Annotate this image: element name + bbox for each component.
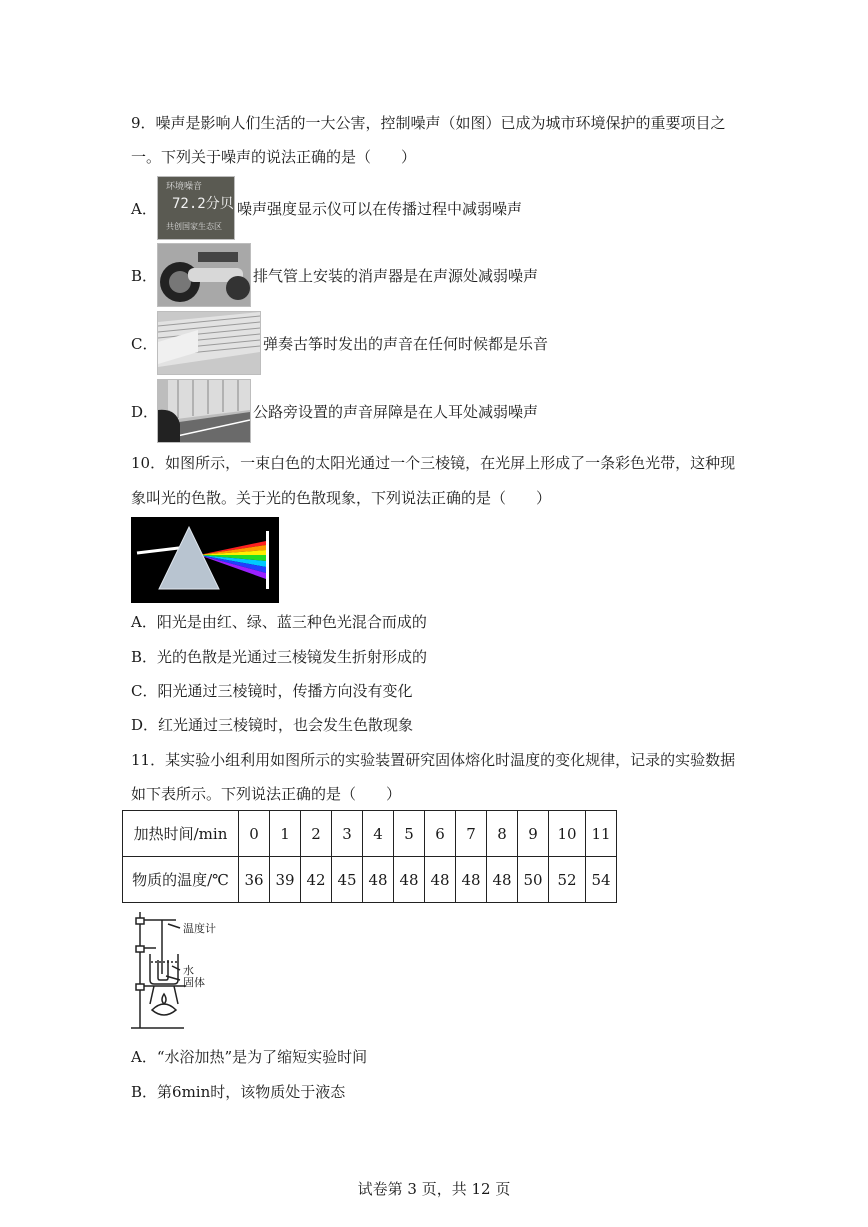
q9-option-c[interactable] [131,311,548,375]
q10-option-a-letter: A． [131,613,157,631]
q9-option-d-letter: D． [131,402,159,421]
prism-dispersion-image [131,517,279,603]
q11-option-b-text: 第6min时，该物质处于液态 [157,1083,346,1101]
prism-drawing [131,517,279,603]
q11-option-a[interactable] [131,1047,367,1067]
q9-stem-line2: 一。下列关于噪声的说法正确的是（ ） [131,148,417,166]
q9-option-d-text: 公路旁设置的声音屏障是在人耳处减弱噪声 [253,402,539,421]
table-row-time [123,811,617,857]
q10-option-b-text: 光的色散是光通过三棱镜发生折射形成的 [157,648,428,666]
q11-stem-line2: 如下表所示。下列说法正确的是（ ） [131,785,402,803]
table-cell: 52 [549,857,586,903]
q9-option-c-text: 弹奏古筝时发出的声音在任何时候都是乐音 [263,334,549,353]
q9-option-b-letter: B． [131,266,158,285]
q9-option-a-letter: A． [131,199,157,218]
table-cell: 36 [239,857,270,903]
muffler-drawing [158,244,250,306]
q10-option-d-text: 红光通过三棱镜时，也会发生色散现象 [158,716,414,734]
noise-meter-caption: 共创国家生态区 [166,222,222,231]
table-cell: 48 [487,857,518,903]
q9-option-a[interactable] [131,176,522,240]
q11-stem-line1: 11．某实验小组利用如图所示的实验装置研究固体熔化时温度的变化规律，记录的实验数据 [131,751,736,769]
table-cell: 9 [518,811,549,857]
q10-option-d[interactable] [131,715,413,735]
table-cell: 6 [425,811,456,857]
q10-stem-line1: 10．如图所示，一束白色的太阳光通过一个三棱镜，在光屏上形成了一条彩色光带，这种现 [131,454,736,472]
noise-meter-reading: 72.2分贝 [172,196,234,212]
table-cell: 54 [586,857,617,903]
table-row-time-label: 加热时间/min [123,811,239,857]
table-cell: 48 [363,857,394,903]
q11-option-b-letter: B． [131,1083,158,1101]
q11-option-a-text: “水浴加热”是为了缩短实验时间 [156,1048,368,1066]
table-cell: 4 [363,811,394,857]
q10-stem-line2: 象叫光的色散。关于光的色散现象，下列说法正确的是（ ） [131,489,552,507]
q11-option-b[interactable] [131,1082,345,1102]
table-cell: 45 [332,857,363,903]
water-label: 水 [183,964,194,977]
q9-option-a-text: 噪声强度显示仪可以在传播过程中减弱噪声 [237,199,523,218]
table-cell: 48 [425,857,456,903]
table-cell: 42 [301,857,332,903]
q10-option-d-letter: D． [131,716,159,734]
q10-option-c-letter: C． [131,682,158,700]
page-footer: 试卷第 3 页，共 12 页 [357,1180,511,1198]
q9-option-b[interactable] [131,243,538,307]
melting-data-table [122,810,617,903]
q9-option-d[interactable] [131,379,538,443]
noise-meter-title: 环境噪音 [166,182,203,192]
table-cell: 0 [239,811,270,857]
table-cell: 1 [270,811,301,857]
guzheng-drawing [158,312,260,374]
table-cell: 48 [456,857,487,903]
muffler-image [157,243,251,307]
table-cell: 8 [487,811,518,857]
q9-option-c-letter: C． [131,334,158,353]
q9-option-b-text: 排气管上安装的消声器是在声源处减弱噪声 [253,266,539,285]
q10-option-b-letter: B． [131,648,158,666]
noise-meter-image [157,176,235,240]
table-cell: 48 [394,857,425,903]
thermometer-label: 温度计 [183,922,216,935]
table-cell: 50 [518,857,549,903]
table-row-temperature [123,857,617,903]
table-cell: 5 [394,811,425,857]
q10-option-c[interactable] [131,681,413,701]
q10-option-a-text: 阳光是由红、绿、蓝三种色光混合而成的 [156,613,427,631]
table-cell: 2 [301,811,332,857]
sound-barrier-image [157,379,251,443]
table-cell: 10 [549,811,586,857]
table-cell: 39 [270,857,301,903]
table-cell: 7 [456,811,487,857]
table-cell: 11 [586,811,617,857]
guzheng-image [157,311,261,375]
q9-stem-line1: 9．噪声是影响人们生活的一大公害，控制噪声（如图）已成为城市环境保护的重要项目之 [131,114,726,132]
q11-option-a-letter: A． [131,1048,157,1066]
sound-barrier-drawing [158,380,250,442]
q10-option-b[interactable] [131,647,427,667]
table-cell: 3 [332,811,363,857]
water-bath-apparatus [128,910,228,1032]
q10-option-a[interactable] [131,612,427,632]
table-row-temperature-label: 物质的温度/℃ [123,857,239,903]
solid-label: 固体 [183,976,205,989]
q10-option-c-text: 阳光通过三棱镜时，传播方向没有变化 [157,682,413,700]
